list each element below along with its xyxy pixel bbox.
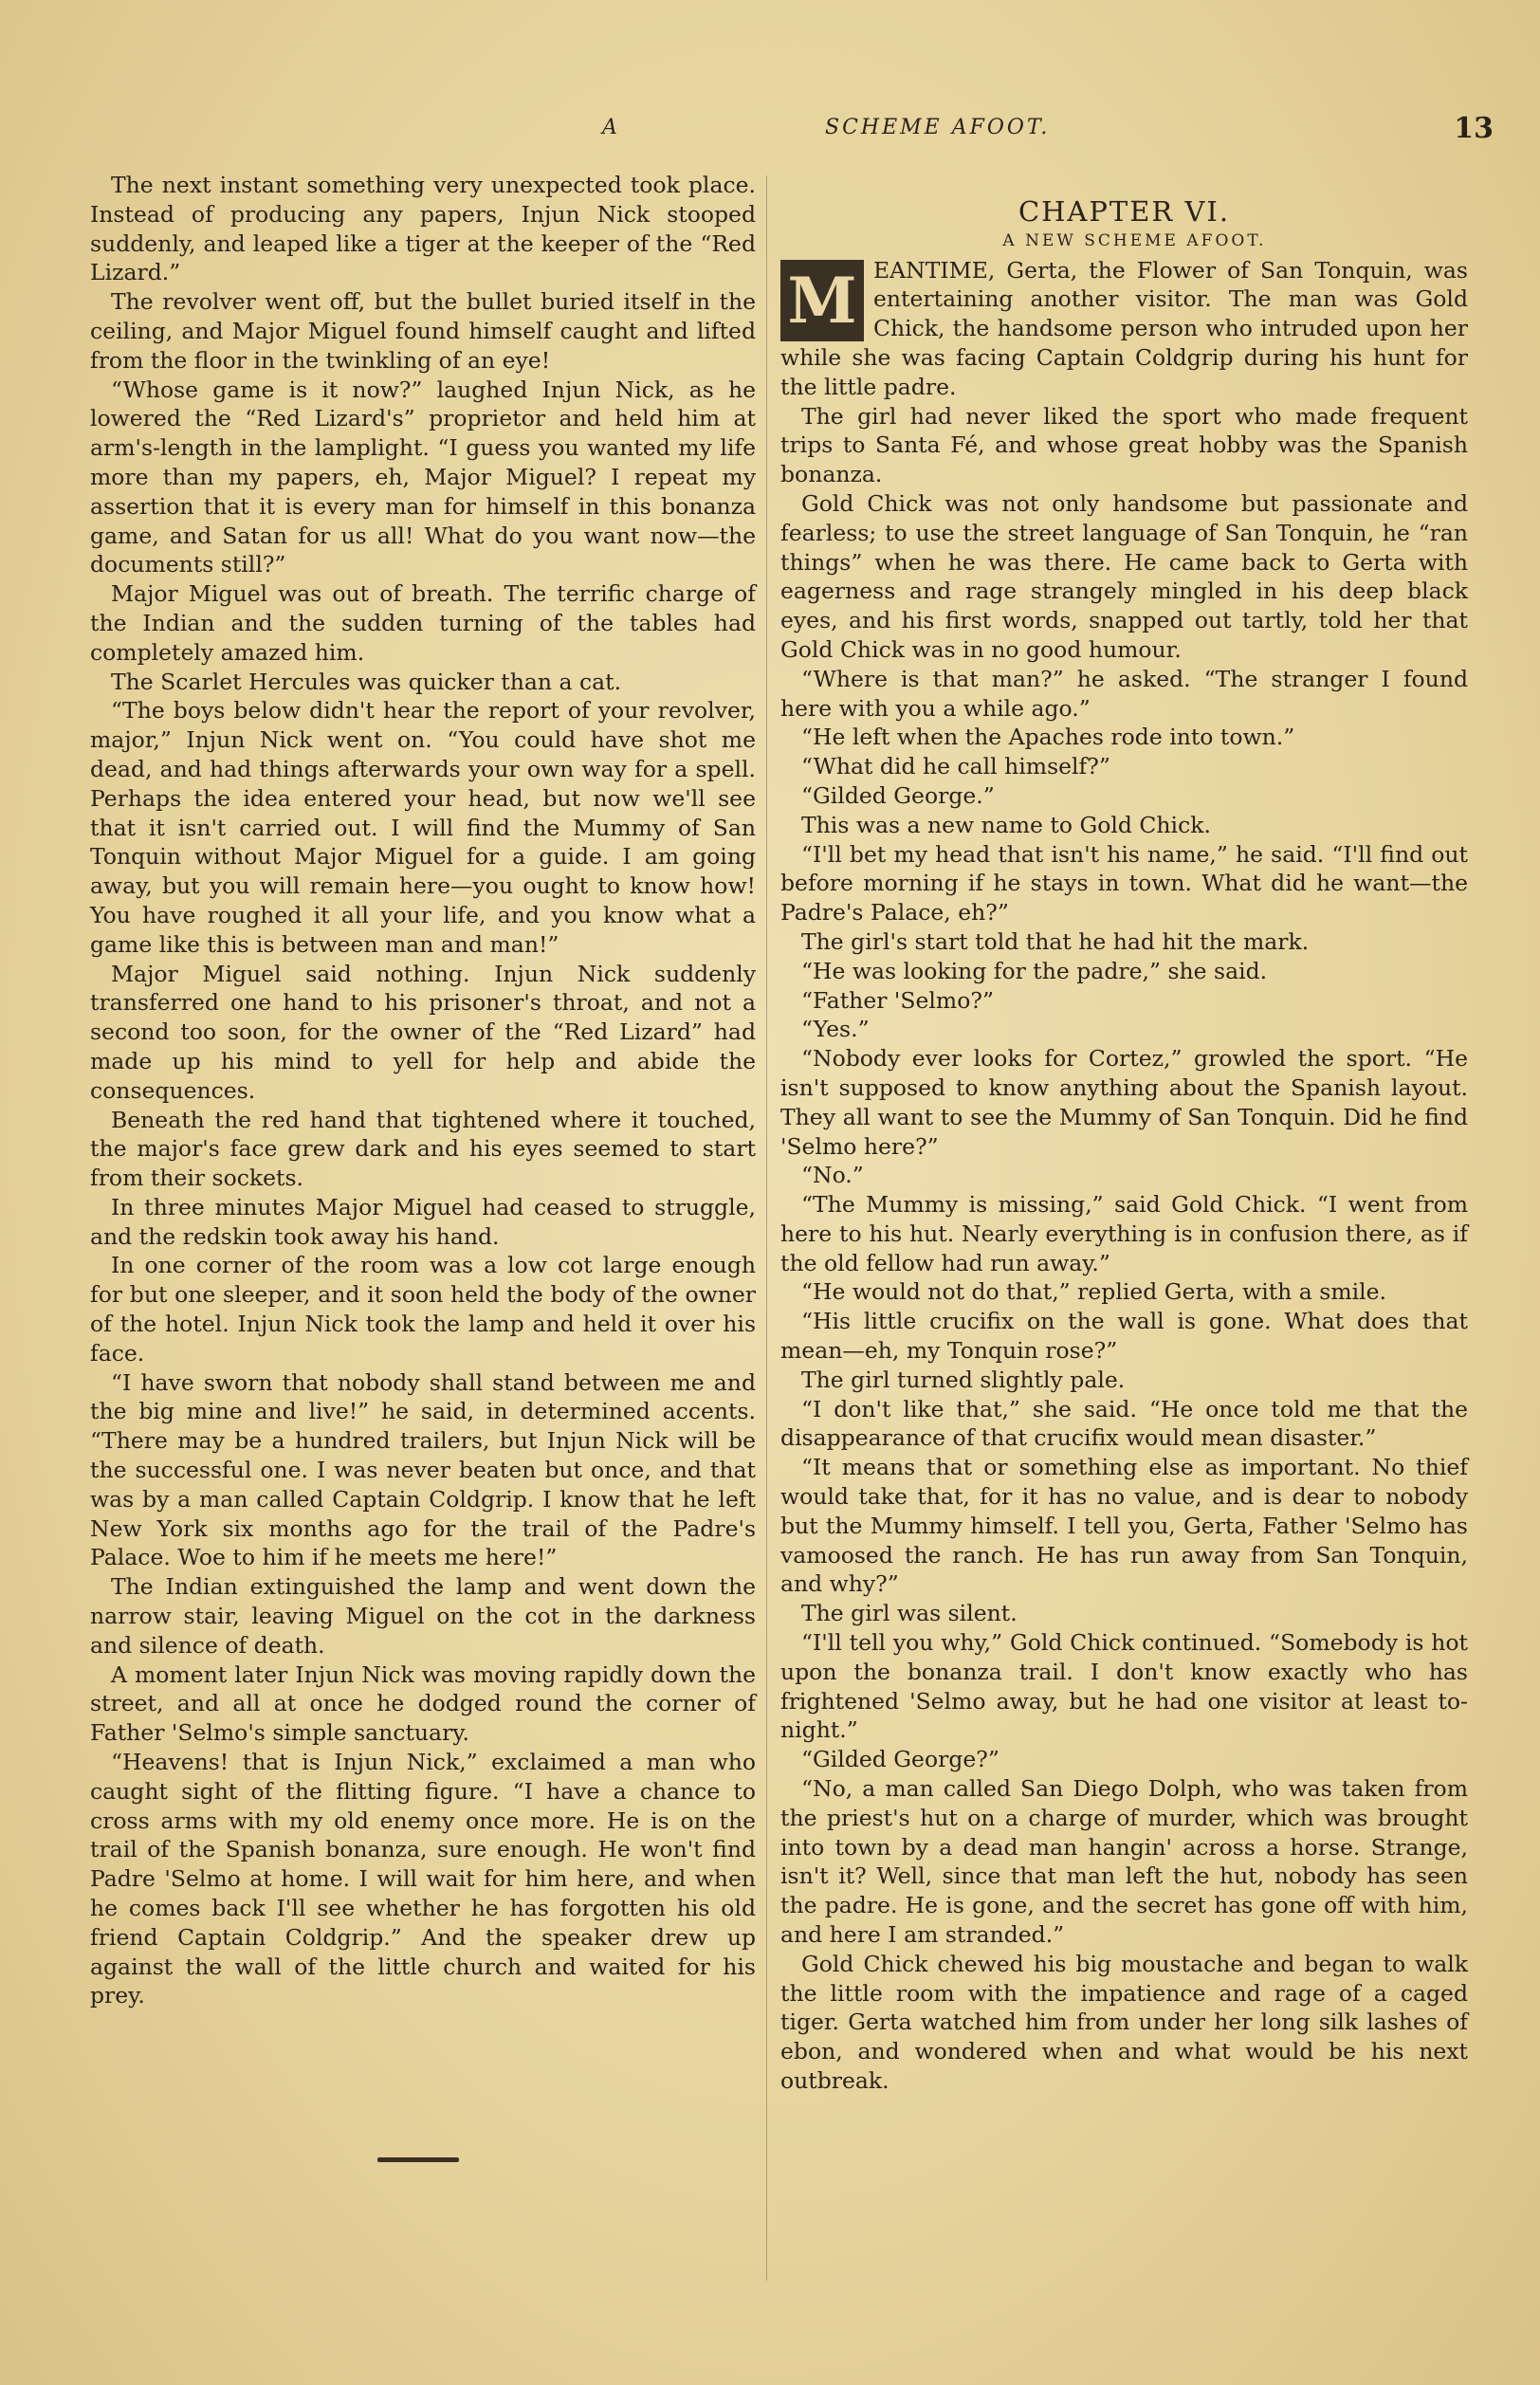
paragraph: “I have sworn that nobody shall stand between me and the big mine and live!” he said, in determined accents. “There may be a hundred trailers, but Injun Nick will be the successful one. I was never beaten but once, and that was by a man called Captain Coldgrip. I know that he left New York six months ago for the trail of the Padre's Palace. Woe to him if he meets me here!” — [90, 1368, 756, 1571]
running-head-left: A — [602, 116, 620, 139]
paragraph: “Yes.” — [801, 1016, 870, 1043]
chapter-title: CHAPTER VI. — [1018, 195, 1231, 228]
paragraph: “Whose game is it now?” laughed Injun Nick, as he lowered the “Red Lizard's” proprietor and held him at arm's-length in the lamplight. “I guess you wanted my life more than my papers, eh, Major Miguel? I repeat my assertion that it is every man for himself in this bonanza game, and Satan for us all! What do you want now—the documents still?” — [90, 376, 756, 578]
drop-cap: M — [780, 260, 864, 341]
paragraph: “What did he call himself?” — [801, 753, 1110, 780]
paragraph: “Gilded George.” — [801, 781, 995, 809]
paragraph: “His little crucifix on the wall is gone. What does that mean—eh, my Tonquin rose?” — [780, 1308, 1468, 1365]
paragraph: The girl turned slightly pale. — [801, 1366, 1126, 1393]
paragraph: “The boys below didn't hear the report of your revolver, major,” Injun Nick went on. “You could have shot me dead, and had things afterwards your own way for a spell. Perhaps the idea entered your head, but now we'll see that it isn't carried out. I will find the Mummy of San Tonquin without Major Miguel for a guide. I am going away, but you will remain here—you ought to know how! You have roughed it all your life, and you know what a game like this is between man and man!” — [90, 697, 756, 958]
paragraph: In three minutes Major Miguel had ceased to struggle, and the redskin took away his hand. — [90, 1193, 756, 1250]
paragraph: “I'll bet my head that isn't his name,” he said. “I'll find out before morning if he stays in town. What did he want—the Padre's Palace, eh?” — [780, 840, 1468, 926]
paragraph: The Indian extinguished the lamp and went down the narrow stair, leaving Miguel on the cot in the darkness and silence of death. — [90, 1573, 756, 1659]
paragraph: “I'll tell you why,” Gold Chick continued. “Somebody is hot upon the bonanza trail. I don't know exactly who has frightened 'Selmo away, but he had one visitor at least to-night.” — [780, 1629, 1468, 1744]
paragraph: The revolver went off, but the bullet buried itself in the ceiling, and Major Miguel found himself caught and lifted from the floor in the twinkling of an eye! — [90, 288, 756, 374]
opening-text: EANTIME, Gerta, the Flower of San Tonquin, was entertaining another visitor. The man was Gold Chick, the handsome person who intruded upon her while she was facing Captain Coldgrip during his hunt for the little padre. — [780, 256, 1468, 400]
chapter-opening-paragraph — [780, 256, 1468, 402]
paragraph: “Father 'Selmo?” — [801, 986, 994, 1014]
paragraph: “Gilded George?” — [801, 1746, 999, 1773]
paragraph: Beneath the red hand that tightened where it touched, the major's face grew dark and his eyes seemed to start from their sockets. — [90, 1106, 756, 1192]
paragraph: The girl's start told that he had hit the mark. — [801, 927, 1310, 955]
paragraph: This was a new name to Gold Chick. — [801, 811, 1211, 838]
paragraph: “He left when the Apaches rode into town.” — [801, 724, 1295, 751]
paragraph: The next instant something very unexpected took place. Instead of producing any papers, Injun Nick stooped suddenly, and leaped like a tiger at the keeper of the “Red Lizard.” — [90, 172, 756, 286]
paragraph: “It means that or something else as important. No thief would take that, for it has no value, and is dear to nobody but the Mummy himself. I tell you, Gerta, Father 'Selmo has vamoosed the ranch. He has run away from San Tonquin, and why?” — [780, 1454, 1468, 1598]
paragraph: “Nobody ever looks for Cortez,” growled the sport. “He isn't supposed to know anything about the Spanish layout. They all want to see the Mummy of San Tonquin. Did he find 'Selmo here?” — [780, 1045, 1468, 1160]
section-end-rule — [377, 2157, 459, 2162]
paragraph: A moment later Injun Nick was moving rapidly down the street, and all at once he dodged round the corner of Father 'Selmo's simple sanctuary. — [90, 1660, 756, 1747]
paragraph: Gold Chick chewed his big moustache and began to walk the little room with the impatience and rage of a caged tiger. Gerta watched him from under her long silk lashes of ebon, and wondered when and what would be his next outbreak. — [780, 1950, 1468, 2094]
running-head-title: SCHEME AFOOT. — [825, 116, 1051, 139]
page-number: 13 — [1454, 112, 1494, 145]
paragraph: The girl had never liked the sport who made frequent trips to Santa Fé, and whose great hobby was the Spanish bonanza. — [780, 402, 1468, 488]
paragraph: “No, a man called San Diego Dolph, who was taken from the priest's hut on a charge of murder, which was brought into town by a dead man hangin' across a horse. Strange, isn't it? Well, since that man left the hut, nobody has seen the padre. He is gone, and the secret has gone off with him, and here I am stranded.” — [780, 1775, 1468, 1949]
right-column — [780, 197, 1468, 2096]
paragraph: “No.” — [801, 1162, 864, 1189]
paragraph: Gold Chick was not only handsome but passionate and fearless; to use the street language of San Tonquin, he “ran things” when he was there. He came back to Gerta with eagerness and rage strangely mingled in his deep black eyes, and his first words, snapped out tartly, told her that Gold Chick was in no good humour. — [780, 489, 1468, 663]
paragraph: “Heavens! that is Injun Nick,” exclaimed a man who caught sight of the flitting figure. “I have a chance to cross arms with my old enemy once more. He is on the trail of the Spanish bonanza, sure enough. He won't find Padre 'Selmo at home. I will wait for him here, and when he comes back I'll see whether he has forgotten his old friend Captain Coldgrip.” And the speaker drew up against the wall of the little church and waited for his prey. — [90, 1749, 756, 2009]
paragraph: In one corner of the room was a low cot large enough for but one sleeper, and it soon held the body of the owner of the hotel. Injun Nick took the lamp and held it over his face. — [90, 1252, 756, 1367]
paragraph: “I don't like that,” she said. “He once told me that the disappearance of that crucifix would mean disaster.” — [780, 1395, 1468, 1452]
paragraph: Major Miguel was out of breath. The terrific charge of the Indian and the sudden turning of the tables had completely amazed him. — [90, 580, 756, 666]
paragraph: “The Mummy is missing,” said Gold Chick. “I went from here to his hut. Nearly everything is in confusion there, as if the old fellow had run away.” — [780, 1191, 1468, 1276]
paragraph: “Where is that man?” he asked. “The stranger I found here with you a while ago.” — [780, 665, 1468, 722]
paragraph: “He was looking for the padre,” she said. — [801, 957, 1268, 984]
chapter-subtitle: A NEW SCHEME AFOOT. — [1002, 230, 1267, 250]
paragraph: The girl was silent. — [801, 1600, 1018, 1627]
page-header — [90, 112, 1494, 150]
left-column — [90, 171, 756, 2010]
paragraph: “He would not do that,” replied Gerta, with a smile. — [801, 1278, 1387, 1306]
paragraph: The Scarlet Hercules was quicker than a cat. — [111, 668, 622, 695]
column-divider — [766, 175, 767, 2281]
paragraph: Major Miguel said nothing. Injun Nick suddenly transferred one hand to his prisoner's throat, and not a second too soon, for the owner of the “Red Lizard” had made up his mind to yell for help and abide the consequences. — [90, 960, 756, 1104]
